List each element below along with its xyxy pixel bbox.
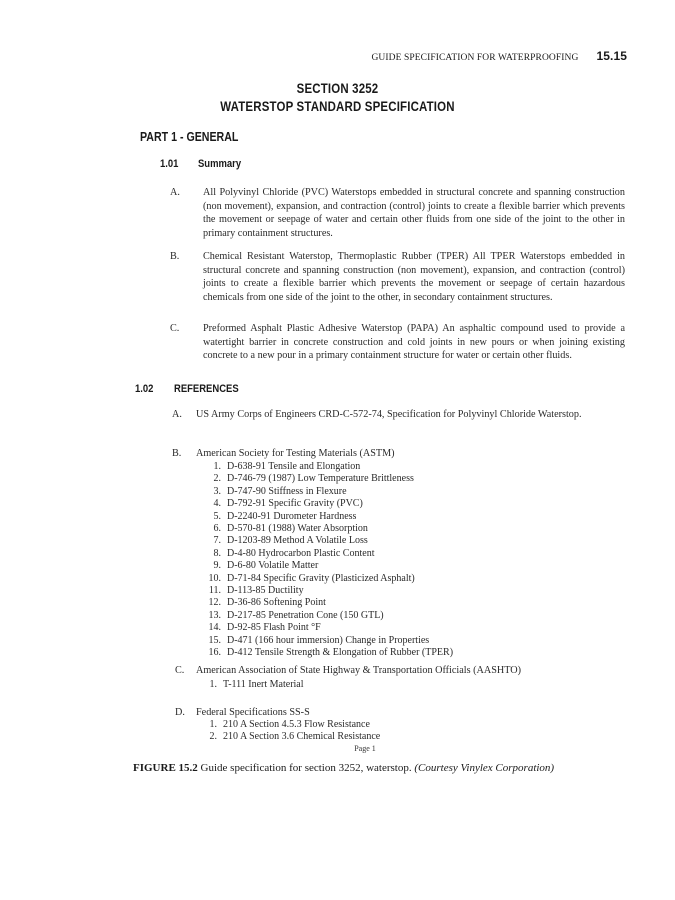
item-letter: A. [172, 409, 182, 420]
reference-list-item [203, 597, 453, 609]
reference-list-item [203, 486, 453, 498]
running-head-title: GUIDE SPECIFICATION FOR WATERPROOFING [371, 53, 579, 63]
reference-item-text: D-471 (166 hour immersion) Change in Properties [227, 634, 430, 646]
reference-item-number: 13. [208, 609, 221, 621]
reference-item-number: 3. [213, 485, 221, 497]
item-letter: A. [170, 187, 180, 198]
reference-item-text: 210 A Section 3.6 Chemical Resistance [223, 731, 381, 743]
reference-item-text: D-6-80 Volatile Matter [227, 560, 319, 572]
reference-item-text: D-71-84 Specific Gravity (Plasticized Asphalt) [227, 572, 415, 584]
item-letter: D. [175, 707, 185, 718]
reference-item-text: D-792-91 Specific Gravity (PVC) [227, 498, 363, 510]
item-letter: B. [172, 448, 182, 459]
reference-item-number: 16. [208, 647, 221, 659]
reference-list-item [203, 647, 453, 659]
reference-item-number: 9. [213, 560, 221, 572]
reference-list-item [203, 560, 453, 572]
reference-item-text: D-747-90 Stiffness in Flexure [227, 485, 347, 497]
item-letter: B. [170, 251, 180, 262]
item-letter: C. [170, 323, 180, 334]
reference-item-number: 1. [209, 679, 217, 690]
reference-list-item [203, 622, 453, 634]
reference-item-text: T-111 Inert Material [223, 679, 304, 690]
reference-item-number: 1. [209, 719, 217, 730]
reference-list-item [203, 535, 453, 547]
reference-item-text: D-570-81 (1988) Water Absorption [227, 523, 368, 535]
summary-item-b [170, 250, 626, 316]
reference-list-item [203, 461, 453, 473]
reference-list-item [199, 679, 304, 691]
part-heading: PART 1 - GENERAL [140, 130, 239, 144]
reference-item-number: 7. [213, 535, 221, 547]
summary-item-a [170, 186, 626, 246]
references-number: 1.02 [135, 383, 154, 395]
reference-item-number: 4. [213, 498, 221, 510]
reference-item-number: 1. [213, 461, 221, 472]
reference-list-item [203, 511, 453, 523]
astm-reference-list [203, 461, 453, 660]
reference-item-text: 210 A Section 4.5.3 Flow Resistance [223, 719, 370, 730]
reference-item-text: D-92-85 Flash Point °F [227, 622, 321, 634]
section-number: SECTION 3252 [296, 80, 379, 96]
reference-item-text: D-1203-89 Method A Volatile Loss [227, 535, 368, 547]
references-heading: REFERENCES [174, 383, 239, 395]
reference-item-number: 11. [208, 585, 221, 597]
reference-list-item [203, 548, 453, 560]
item-text: American Society for Testing Materials (ASTM) [196, 448, 395, 459]
section-title: WATERSTOP STANDARD SPECIFICATION [220, 98, 455, 114]
item-text: Preformed Asphalt Plastic Adhesive Waterstop (PAPA) An asphaltic compound used to provide a watertight barrier in concrete construction and cold joints in new pours or when joining existing concrete to a new pour in a primary containment structure for water or certain other fluids. [203, 323, 625, 362]
summary-number: 1.01 [160, 158, 179, 170]
running-head-page-number: 15.15 [596, 49, 627, 63]
reference-list-item [203, 635, 453, 647]
reference-item-number: 12. [208, 597, 221, 609]
item-text: US Army Corps of Engineers CRD-C-572-74, Specification for Polyvinyl Chloride Waterstop. [196, 409, 582, 420]
reference-item-number: 2. [213, 473, 221, 485]
reference-b-heading [172, 447, 626, 461]
summary-heading: Summary [198, 158, 242, 170]
reference-item-text: D-412 Tensile Strength & Elongation of Rubber (TPER) [227, 647, 454, 659]
reference-d-heading [175, 706, 629, 720]
figure-label: FIGURE 15.2 [133, 762, 198, 774]
reference-a [172, 408, 626, 438]
reference-item-text: D-746-79 (1987) Low Temperature Brittleness [227, 473, 414, 485]
reference-item-number: 10. [208, 572, 221, 584]
figure-caption [133, 762, 554, 774]
reference-item-number: 2. [209, 731, 217, 743]
reference-list-item [203, 473, 453, 485]
reference-item-number: 6. [213, 523, 221, 535]
reference-list-item [203, 523, 453, 535]
reference-list-item [203, 610, 453, 622]
item-text: American Association of State Highway & Transportation Officials (AASHTO) [196, 665, 522, 676]
reference-list-item [203, 498, 453, 510]
reference-list-item [203, 573, 453, 585]
figure-credit: (Courtesy Vinylex Corporation) [414, 762, 555, 774]
reference-list-item [203, 585, 453, 597]
reference-item-number: 14. [208, 622, 221, 634]
reference-item-number: 15. [208, 634, 221, 646]
reference-item-text: D-2240-91 Durometer Hardness [227, 510, 357, 522]
item-text: Federal Specifications SS-S [196, 707, 310, 718]
figure-caption-text: Guide specification for section 3252, waterstop. [200, 762, 412, 774]
item-text: Chemical Resistant Waterstop, Thermoplastic Rubber (TPER) All TPER Waterstops embedded in structural concrete and spanning construction (non movement), expansion, and contraction (control) joints to create a flexible barrier which prevents the movement or seepage of certain hazardous chemicals from one side of the joint to the other, in secondary containment structures. [203, 251, 625, 304]
aashto-reference-list [199, 679, 304, 691]
reference-list-item [199, 731, 380, 743]
federal-reference-list [199, 719, 380, 744]
reference-c-heading [175, 664, 629, 678]
reference-item-text: D-36-86 Softening Point [227, 597, 326, 609]
reference-item-number: 5. [213, 510, 221, 522]
footer-page-label: Page 1 [354, 744, 376, 753]
reference-item-text: D-4-80 Hydrocarbon Plastic Content [227, 547, 375, 559]
reference-item-text: D-638-91 Tensile and Elongation [227, 461, 361, 472]
item-letter: C. [175, 665, 185, 676]
running-head [371, 49, 627, 63]
summary-item-c [170, 322, 626, 376]
reference-item-text: D-217-85 Penetration Cone (150 GTL) [227, 609, 384, 621]
reference-list-item [199, 719, 380, 731]
reference-item-number: 8. [213, 547, 221, 559]
item-text: All Polyvinyl Chloride (PVC) Waterstops embedded in structural concrete and spanning construction (non movement), expansion, and contraction (control) joints to create a flexible barrier which prevents the movement or seepage of water and certain other fluids from one side of the joint to the other in primary containment structures. [203, 187, 625, 240]
reference-item-text: D-113-85 Ductility [227, 585, 304, 597]
